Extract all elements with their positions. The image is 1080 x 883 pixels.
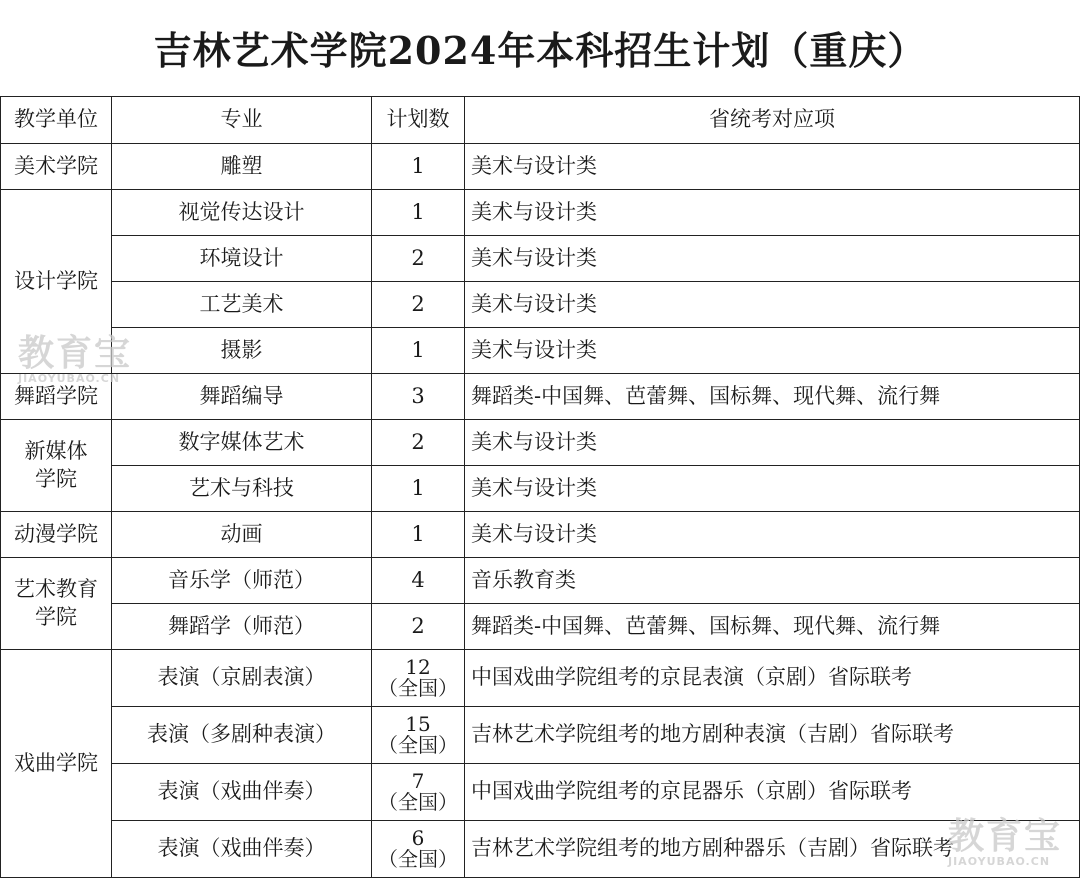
item-cell: 吉林艺术学院组考的地方剧种器乐（吉剧）省际联考 [465,821,1080,878]
major-cell: 工艺美术 [112,282,372,328]
header-count: 计划数 [372,97,465,144]
major-cell: 音乐学（师范） [112,558,372,604]
count-cell: 3 [372,374,465,420]
count-value: 12 [405,655,431,679]
major-cell: 舞蹈学（师范） [112,604,372,650]
unit-cell: 动漫学院 [1,512,112,558]
table-row [1,144,1080,190]
major-cell: 表演（戏曲伴奏） [112,821,372,878]
item-cell: 美术与设计类 [465,512,1080,558]
count-cell: 1 [372,190,465,236]
table-row [1,236,1080,282]
table-row [1,558,1080,604]
item-cell: 音乐教育类 [465,558,1080,604]
count-value: 15 [405,712,431,736]
major-cell: 舞蹈编导 [112,374,372,420]
header-unit: 教学单位 [1,97,112,144]
item-cell: 舞蹈类-中国舞、芭蕾舞、国标舞、现代舞、流行舞 [465,604,1080,650]
count-cell: 1 [372,328,465,374]
watermark-text: 教育宝 [948,816,1063,857]
count-value: 6 [411,826,425,850]
unit-line: 学院 [35,604,77,629]
unit-cell: 美术学院 [1,144,112,190]
item-cell: 美术与设计类 [465,282,1080,328]
item-cell: 中国戏曲学院组考的京昆器乐（京剧）省际联考 [465,764,1080,821]
item-cell: 美术与设计类 [465,420,1080,466]
major-cell: 环境设计 [112,236,372,282]
table-row [1,420,1080,466]
count-cell [372,821,465,878]
count-note: （全国） [378,790,458,814]
item-cell: 美术与设计类 [465,236,1080,282]
major-cell: 表演（多剧种表演） [112,707,372,764]
table-header-row [1,97,1080,144]
table-row [1,466,1080,512]
count-cell: 2 [372,282,465,328]
enrollment-plan-table [0,96,1080,878]
table-row [1,821,1080,878]
count-note: （全国） [378,847,458,871]
unit-cell: 设计学院 [1,190,112,374]
count-cell: 4 [372,558,465,604]
item-cell: 美术与设计类 [465,144,1080,190]
unit-cell: 戏曲学院 [1,650,112,878]
table-row [1,328,1080,374]
major-cell: 艺术与科技 [112,466,372,512]
page-title: 吉林艺术学院2024年本科招生计划（重庆） [153,28,927,73]
count-cell: 2 [372,604,465,650]
unit-line: 新媒体 [24,439,88,464]
item-cell: 吉林艺术学院组考的地方剧种表演（吉剧）省际联考 [465,707,1080,764]
count-cell: 1 [372,512,465,558]
table-row [1,374,1080,420]
count-cell [372,707,465,764]
table-row [1,604,1080,650]
count-cell [372,650,465,707]
unit-cell: 舞蹈学院 [1,374,112,420]
unit-cell [1,420,112,512]
count-note: （全国） [378,676,458,700]
item-cell: 美术与设计类 [465,190,1080,236]
item-cell: 美术与设计类 [465,466,1080,512]
count-cell: 1 [372,466,465,512]
count-note: （全国） [378,733,458,757]
table-row [1,707,1080,764]
major-cell: 数字媒体艺术 [112,420,372,466]
item-cell: 舞蹈类-中国舞、芭蕾舞、国标舞、现代舞、流行舞 [465,374,1080,420]
count-cell [372,764,465,821]
header-item: 省统考对应项 [465,97,1080,144]
unit-cell [1,558,112,650]
major-cell: 雕塑 [112,144,372,190]
major-cell: 视觉传达设计 [112,190,372,236]
count-cell: 2 [372,236,465,282]
table-row [1,650,1080,707]
count-cell: 2 [372,420,465,466]
major-cell: 摄影 [112,328,372,374]
unit-line: 艺术教育 [14,577,98,602]
count-value: 7 [411,769,425,793]
watermark-sub: JIAOYUBAO.CN [18,372,121,385]
watermark-text: 教育宝 [18,333,133,374]
item-cell: 美术与设计类 [465,328,1080,374]
header-major: 专业 [112,97,372,144]
unit-line: 学院 [35,466,77,491]
item-cell: 中国戏曲学院组考的京昆表演（京剧）省际联考 [465,650,1080,707]
watermark-sub: JIAOYUBAO.CN [948,855,1051,868]
table-row [1,190,1080,236]
table-row [1,282,1080,328]
major-cell: 表演（戏曲伴奏） [112,764,372,821]
table-row [1,764,1080,821]
major-cell: 动画 [112,512,372,558]
table-row [1,512,1080,558]
count-cell: 1 [372,144,465,190]
major-cell: 表演（京剧表演） [112,650,372,707]
